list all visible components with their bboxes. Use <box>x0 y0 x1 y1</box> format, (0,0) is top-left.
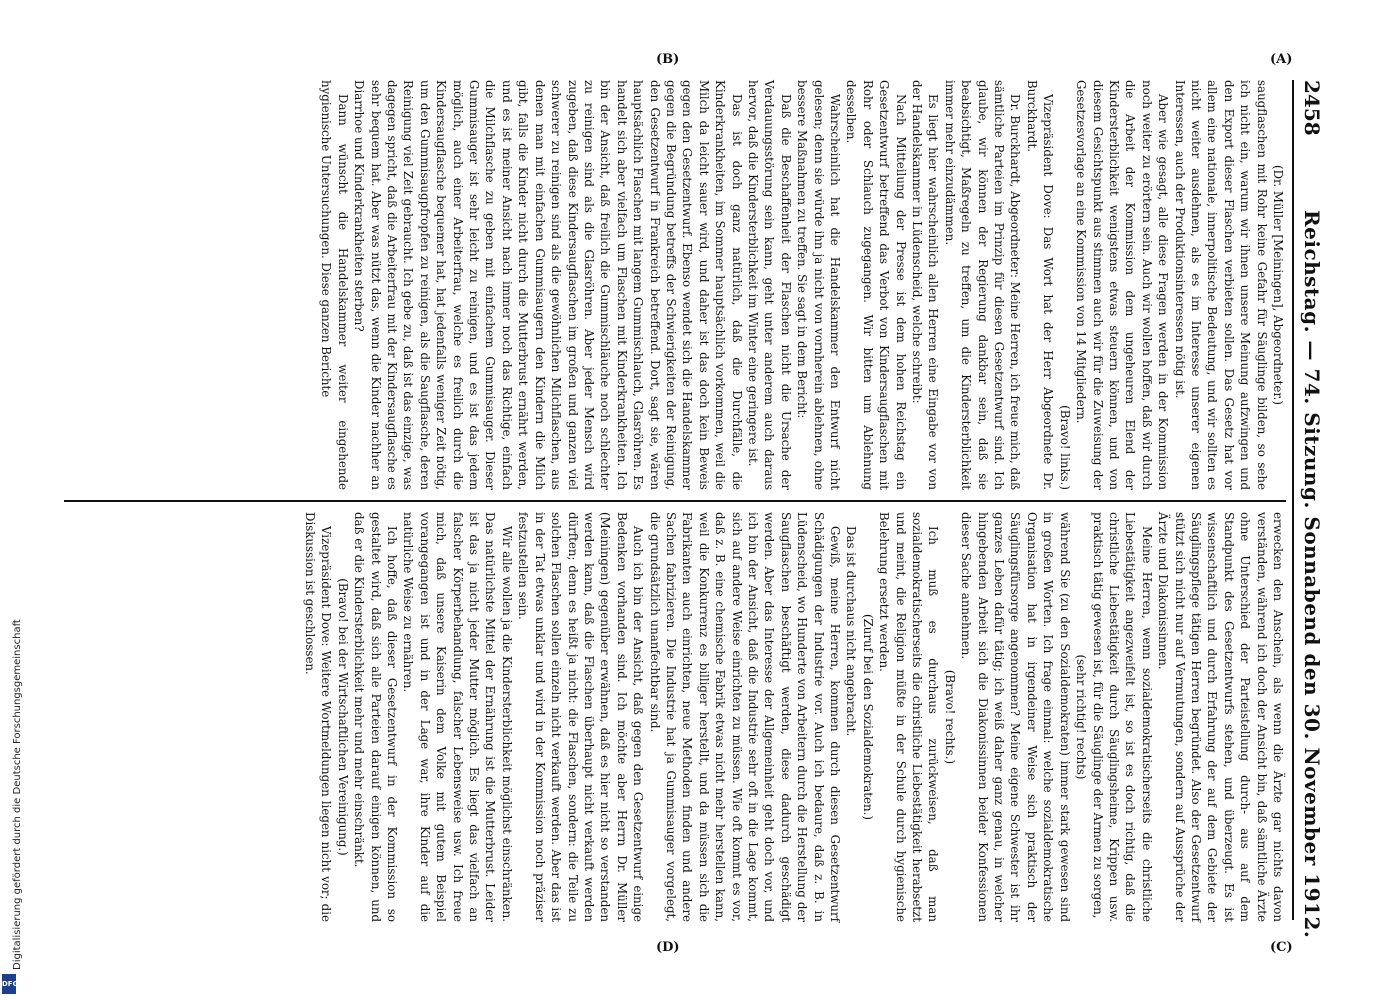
paragraph: erwecken den Anschein, als wenn die Ärzte gar nichts davon verständen, während ich doch der Ansicht bin, daß sämtliche Ärzte ohne Unterschied der Parteistellung durch- aus auf dem Standpunkt des Gesetzentwurfs stehen, und überzeugt. Es ist wissenschaftlich und durch Erfahrung der auf dem Gebiete der Säuglingspflege tätigen Herren begründet. Also der Gesetzentwurf stützt sich nicht nur auf Vermutungen, sondern auf Aussprüche der Ärzte und Diakonissinnen. <box>1156 512 1285 922</box>
right-column <box>302 512 1286 922</box>
paragraph: Auch ich bin der Ansicht, daß gegen den Gesetzentwurf einige Bedenken vorhanden sind. Ich möchte aber Herrn Dr. Müller (Meiningen) gegenüber erwähnen, daß es hier nicht so verstanden werden kann, daß die Flaschen überhaupt nicht verkauft werden dürften; denn es heißt ja nicht: die Flaschen, sondern: die Teile zu solchen Flaschen sollen einzeln nicht verkauft werden. Aber das ist in der Tat etwas unklar und wird in der Kommission noch präziser festzustellen sein. <box>516 512 646 922</box>
header-rule <box>1292 80 1294 920</box>
interjection: (Bravo! bei der Wirtschaftlichen Vereinigung.) <box>335 578 350 856</box>
margin-mark-c: (C) <box>1270 940 1293 955</box>
interjection: (sehr richtig! rechts) <box>1074 654 1089 780</box>
paragraph: Ich muß es durchaus zurückweisen, daß man sozialdemokratischerseits die christliche Liebestätigkeit herabsetzt und meint, die Religion müßte in der Schule durch hygienische Belehrung ersetzt werden. <box>877 512 941 922</box>
paragraph: Ich hoffe, daß dieser Gesetzentwurf in der Kommission so gestaltet wird, daß sich alle Parteien darauf einigen können, und daß er die Kindersterblichkeit mehr und mehr einschränkt. <box>352 512 400 922</box>
paragraph: Dr. Burckhardt, Abgeordneter: Meine Herren, ich freue mich, daß sämtliche Parteien im Prinzip für diesen Gesetzentwurf sind. Ich glaube, wir können der Regierung dankbar sein, daß sie beabsichtigt, Maßregeln zu treffen, um die Kindersterblichkeit immer mehr einzudämmen. <box>942 80 1023 490</box>
paragraph: Es liegt hier wahrscheinlich allen Herren eine Eingabe vor von der Handelskammer in Lüdenscheid, welche schreibt: <box>910 80 941 490</box>
quotation: Nach Mitteilung der Presse ist dem hohen Reichstag ein Gesetzentwurf betreffend das Verbot von Kindersaugflaschen mit Rohr oder Schlauch zugegangen. Wir bitten um Ablehnung desselben. <box>844 80 908 490</box>
margin-mark-b: (B) <box>656 52 680 67</box>
sidebar <box>2 0 23 1000</box>
interjection: (Zuruf bei den Sozialdemokraten.) <box>860 614 875 820</box>
margin-mark-a: (A) <box>1270 52 1293 67</box>
quotation: Daß die Beschaffenheit der Flaschen nicht die Ursache der Verdauungsstörung sein kann, geht unter anderem auch daraus hervor, daß die Kindersterblichkeit im Winter eine geringere ist. <box>746 80 793 490</box>
page-number: 2458 <box>1300 80 1324 136</box>
dfg-logo-icon: DFG <box>2 974 16 994</box>
paragraph: Vizepräsident Dove: Weitere Wortmeldungen liegen nicht vor; die Diskussion ist geschlossen. <box>303 512 334 922</box>
speaker-note: (Dr. Müller [Meiningen], Abgeordneter.) <box>1271 164 1285 406</box>
funding-note: Digitalisierung gefördert durch die Deutsche Forschungsgemeinschaft <box>12 619 23 970</box>
column-divider <box>64 500 1286 502</box>
paragraph: während Sie (zu den Sozialdemokraten) immer stark gewesen sind in großen Worten. Ich frage einmal: welche sozialdemokratische Organisation hat in irgendeiner Weise sich praktisch der Säuglingsfürsorge angenommen? Meine eigene Schwester ist ihr ganzes Leben dafür tätig; ich weiß daher ganz genau, in welcher hingebenden Arbeit sich die Diakonissinnen beider Konfessionen dieser Sache annehmen. <box>959 512 1072 922</box>
interjection: (Bravo! rechts.) <box>942 669 957 765</box>
paragraph: Das ist doch ganz natürlich, daß die Durchfälle, die Kinderkrankheiten, im Sommer hauptsächlich vorkommen, weil die Milch da leicht sauer wird, und daher ist das doch kein Beweis gegen den Gesetzentwurf. Ebenso wendet sich die Handelskammer gegen die Begründung betreffs der Schwierigkeiten der Reinigung, den Gesetzentwurf in Frankreich betreffend. Dort, sagt sie, wären hauptsächlich Flaschen mit langem Gummischlauch, Glasröhren. Es handelt sich aber vielfach um Flaschen mit Kinderkrankheiten. Ich bin der Ansicht, daß freilich die Gummischläuche noch schlechter zu reinigen sind als die Glasröhren. Aber jeder Mensch wird zugeben, daß diese Kindersaugflaschen im großen und ganzen viel schwerer zu reinigen sind als die gewöhnlichen Milchflaschen, aus denen man mit einfachen Gummisaugern den Kindern die Milch gibt, falls die Kinder nicht durch die Mutterbrust ernährt werden, und es ist meiner Ansicht nach immer noch das Richtige, einfach die Milchflasche zu geben mit einfachem Gummisauger. Dieser Gummisauger ist sehr leicht zu reinigen, und es ist das jedem möglich, auch einer Arbeiterfrau, welche es freilich durch die Kindersaugflasche bequemer hat, hat jedenfalls weniger Zeit nötig, um den Gummisaugpfropfen zu reinigen, als die Saugflasche, deren Reinigung viel Zeit gebraucht. Ich gebe zu, daß ist das einzige, was dagegen spricht, daß die Arbeiterfrau mit der Kindersaugflasche es sehr bequem hat. Aber was nützt das, wenn die Kinder nachher an Diarrhoe und Kinderkrankheiten sterben? <box>352 80 744 490</box>
paragraph: Wir alle wollen ja die Kindersterblichkeit möglichst einschränken. Das natürlichste Mittel der Ernährung ist die Mutterbrust. Leider ist das ja nicht jeder Mutter möglich. Es liegt das vielfach an falscher Körperbehandlung, falscher Lebensweise usw. Ich freue mich, daß unsere Kaiserin dem Volke mit gutem Beispiel vorangegangen ist und in der Lage war, ihre Kinder auf die natürliche Weise zu ernähren. <box>401 512 514 922</box>
paragraph: Aber wie gesagt, alle diese Fragen werden in der Kommission noch weiter zu erörtern sein. Auch wir wollen hoffen, daß wir durch die Arbeit der Kommission dem ungeheuren Elend der Kindersterblichkeit wenigstens etwas steuern können, und von diesem Gesichtspunkt aus stimmen auch wir für die Zuweisung der Gesetzesvorlage an eine Kommission von 14 Mitgliedern. <box>1074 80 1171 490</box>
interjection: (Bravo! links.) <box>1057 405 1072 490</box>
paragraph: Das ist durchaus nicht angebracht. <box>844 526 859 737</box>
rotated-page-content <box>60 80 1324 939</box>
paragraph: Dann wünscht die Handelskammer weiter eingehende hygienische Untersuchungen. Diese ganzen Berichte <box>319 80 350 490</box>
left-column <box>318 80 1286 490</box>
paragraph: Vizepräsident Dove: Das Wort hat der Herr Abgeordnete Dr. Burckhardt. <box>1024 80 1056 490</box>
paragraph: Gewiß, meine Herren, kommen durch diesen Gesetzentwurf Schädigungen der Industrie vor. Auch ich bedaure, daß z. B. in Lüdenscheid, wo Hunderte von Arbeitern durch die Herstellung der Saugflaschen beschäftigt werden, diese dadurch geschädigt werden. Aber das Interesse der Allgemeinheit geht doch vor, und ich bin der Ansicht, daß die Industrie sehr oft in die Lage kommt, sich auf andere Weise einrichten zu müssen. Wie oft kommt es vor, daß z. B. eine chemische Fabrik etwas nicht mehr herstellen kann, weil die Konkurrenz es billiger herstellt, und da müssen sich die Fabrikanten auch einrichten, neue Methoden finden und andere Sachen fabrizieren. Die Industrie hat ja Gummisauger vorgelegt, die grundsätzlich unanfechtbar sind. <box>647 512 843 922</box>
margin-mark-d: (D) <box>656 940 680 955</box>
paragraph: Wahrscheinlich hat die Handelskammer den Entwurf nicht gelesen; denn sie würde ihn ja nicht von vornherein ablehnen, ohne bessere Maßnahmen zu treffen. Sie sagt in dem Bericht: <box>795 80 843 490</box>
paragraph: saugflaschen mit Rohr keine Gefahr für Säuglinge bilden, so sehe ich nicht ein, warum wir ihnen unsere Meinung aufzwingen und den Export dieser Flaschen verbieten sollen. Das Gesetz hat vor allem eine nationale, innerpolitische Bedeutung, und wir sollten es nicht weiter ausdehnen, als es im Interesse unserer eigenen Interessen, auch der Produktionsinteressen nötig ist. <box>1172 80 1269 490</box>
page-header: Reichstag. — 74. Sitzung. Sonnabend den 30. November 1912. <box>1300 210 1324 939</box>
paragraph: Meine Herren, wenn sozialdemokratischerseits die christliche Liebestätigkeit angezweifelt ist, so ist es doch richtig, daß die christliche Liebestätigkeit durch Säuglingsheime, Krippen usw. praktisch tätig gewesen ist, für die Säuglinge der Armen zu sorgen, <box>1090 512 1154 922</box>
